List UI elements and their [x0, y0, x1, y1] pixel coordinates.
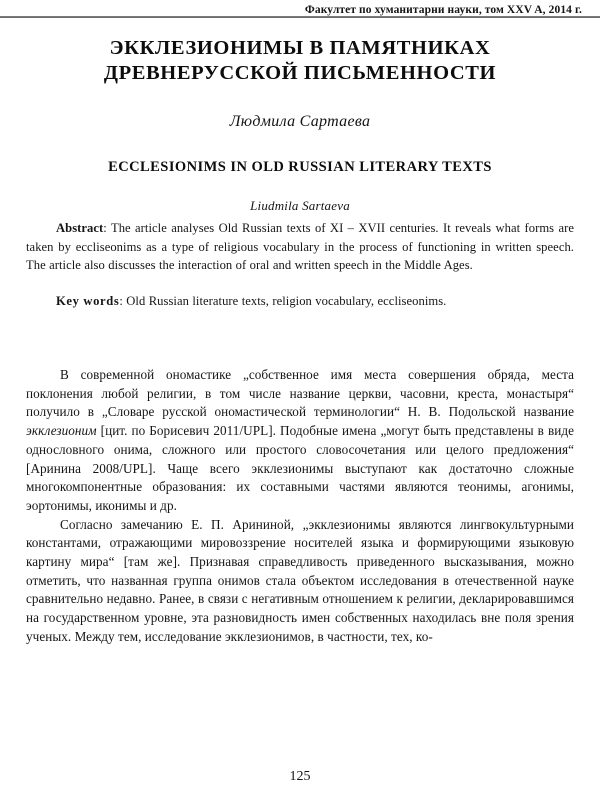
author-name-english: Liudmila Sartaeva: [250, 198, 350, 213]
body-paragraph-1-part-1: В современной ономастике „собственное имя места совершения обряда, места поклонения любой религии, в том числе название церкви, часовни, креста, монастыря“ получило в „Словаре русской ономастической терминологии“ Н. В. Подольской название: [26, 367, 574, 420]
page-number: 125: [289, 769, 311, 784]
keywords-text: Old Russian literature texts, religion vocabulary, eccliseonims.: [126, 293, 447, 308]
body-paragraph-1: [26, 366, 574, 516]
header-rule: [0, 16, 600, 18]
abstract-paragraph: [26, 219, 574, 275]
page-title: [26, 36, 574, 86]
title-block: [26, 36, 574, 214]
abstract-block: [26, 219, 574, 310]
body-block: [26, 366, 574, 647]
abstract-separator: :: [103, 221, 111, 235]
body-paragraph-2: Согласно замечанию Е. П. Арининой, „экклезионимы являются лингвокультурными константами, отражающими мировоззрение носителей языка и формирующими языковую картину мира“ [там же]. Признавая справедливость приведенного высказывания, можно отметить, что названная группа онимов стала объектом исследования в отечественной науке сравнительно недавно. Ранее, в связи с негативным отношением к религии, декларировавшимся на государственном уровне, эта разновидность имен собственных находилась вне поля зрения ученых. Между тем, исследование экклезионимов, в частности, тех, ко-: [26, 516, 574, 644]
author-name-russian: Людмила Сартаева: [229, 113, 371, 130]
keywords-label: Key words: [56, 293, 120, 308]
page-title-english: ECCLESIONIMS IN OLD RUSSIAN LITERARY TEXTS: [108, 159, 492, 175]
abstract-text: The article analyses Old Russian texts of XI – XVII centuries. It reveals what forms are taken by eccliseonims as a type of religious vocabulary in the process of functioning in written speech. The article also discusses the interaction of oral and written speech in the Middle Ages.: [26, 221, 574, 273]
keywords-paragraph: [26, 275, 574, 311]
keywords-separator: :: [119, 293, 127, 308]
page-title-line-1: ЭККЛЕЗИОНИМЫ В ПАМЯТНИКАХ: [109, 37, 491, 59]
abstract-label: Abstract: [56, 221, 104, 235]
term-ecclesionim: экклезионим: [26, 423, 97, 439]
page-title-line-2: ДРЕВНЕРУССКОЙ ПИСЬМЕННОСТИ: [103, 62, 497, 84]
running-head-text: Факултет по хуманитарни науки, том XXV A, 2014 г.: [304, 4, 582, 16]
body-paragraph-1-part-2: [цит. по Борисевич 2011/UPL]. Подобные имена „могут быть представлены в виде однословного онима, сложного или простого словосочетания или целого предложения“ [Аринина 2008/UPL]. Чаще всего экклезионимы выступают как достаточно сложные многокомпонентные образования: их составными частями являются теонимы, агонимы, эортонимы, иконимы и др.: [26, 423, 574, 513]
